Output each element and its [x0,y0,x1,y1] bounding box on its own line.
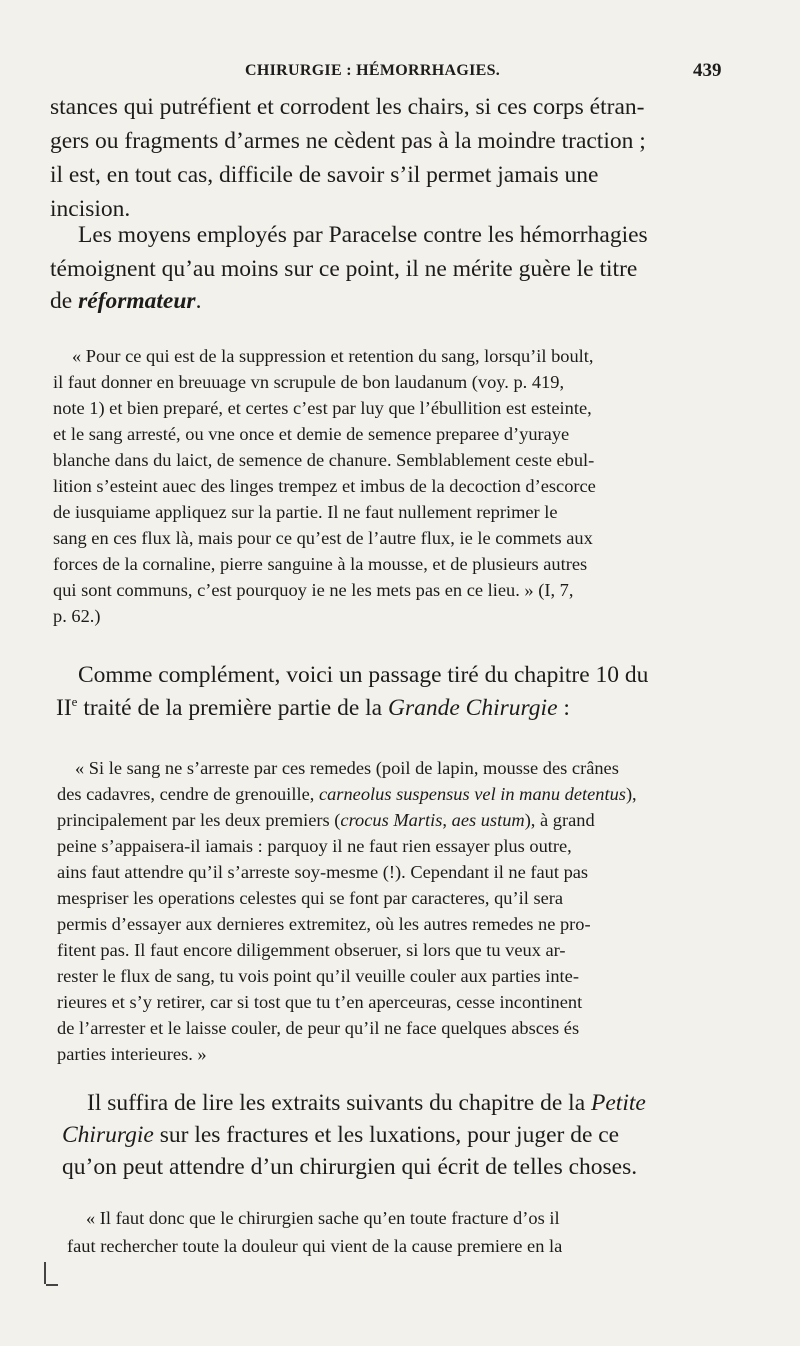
text-run: : [557,694,570,721]
text-run: Il suffira de lire les extraits suivants du chapitre de la [87,1090,591,1116]
text-line [87,1090,646,1117]
text-line: Comme complément, voici un passage tiré du chapitre 10 du [78,662,649,688]
quote-line: parties interieures. » [57,1044,207,1064]
text-line: incision. [50,196,131,222]
quote-line: faut rechercher toute la douleur qui vient de la cause premiere en la [67,1236,563,1256]
quote-line: note 1) et bien preparé, et certes c’est par luy que l’ébullition est esteinte, [53,398,592,418]
text-run: ), [625,784,637,804]
print-mark [46,1284,58,1286]
quote-line: rieures et s’y retirer, car si tost que tu t’en aperceuras, cesse incontinent [57,992,583,1012]
text-line [50,288,201,315]
text-line: gers ou fragments d’armes ne cèdent pas à la moindre traction ; [50,128,646,154]
text-line: qu’on peut attendre d’un chirurgien qui écrit de telles choses. [62,1154,638,1180]
quote-line: « Pour ce qui est de la suppression et retention du sang, lorsqu’il boult, [72,346,594,366]
quote-line: sang en ces flux là, mais pour ce qu’est de l’autre flux, ie le commets aux [53,528,593,548]
page-header [0,60,800,86]
text-run: . [195,288,202,314]
quote-line: « Si le sang ne s’arreste par ces remedes (poil de lapin, mousse des crânes [75,758,619,778]
quote-line: mespriser les operations celestes qui se font par caracteres, qu’il sera [57,888,564,908]
quote-line: ains faut attendre qu’il s’arreste soy-mesme (!). Cependant il ne faut pas [57,862,589,882]
quote-line: permis d’essayer aux dernieres extremitez, où les autres remedes ne pro- [57,914,591,934]
italic-latin: crocus Martis [340,810,443,830]
quote-line: fitent pas. Il faut encore diligemment obseruer, si lors que tu veux ar- [57,940,566,960]
quote-line: il faut donner en breuuage vn scrupule de bon laudanum (voy. p. 419, [53,372,565,392]
text-run: , [442,810,452,830]
text-run: ), à grand [524,810,595,830]
quote-line: rester le flux de sang, tu vois point qu’il veuille couler aux parties inte- [57,966,579,986]
quote-line: blanche dans du laict, de semence de chanure. Semblablement ceste ebul- [53,450,595,470]
superscript: e [71,694,78,709]
text-line [56,694,570,722]
text-line: stances qui putréfient et corrodent les chairs, si ces corps étran- [50,94,645,120]
italic-title: Petite [591,1090,646,1116]
quote-line: de l’arrester et le laisse couler, de peur qu’il ne face quelques absces és [57,1018,580,1038]
running-title: CHIRURGIE : HÉMORRHAGIES. [245,62,501,79]
page-number: 439 [693,60,722,81]
text-line: il est, en tout cas, difficile de savoir s’il permet jamais une [50,162,599,188]
italic-title: Grande Chirurgie [388,694,558,721]
text-run: des cadavres, cendre de grenouille, [57,784,319,804]
quote-line [57,810,595,831]
quote-line [57,784,637,805]
quote-line: qui sont communs, c’est pourquoy ie ne les mets pas en ce lieu. » (I, 7, [53,580,574,600]
italic-latin: aes ustum [451,810,525,830]
text-run: II [56,694,72,721]
text-line [62,1122,619,1149]
quote-line: forces de la cornaline, pierre sanguine à la mousse, et de plusieurs autres [53,554,588,574]
quote-line: peine s’appaisera-il iamais : parquoy il ne faut rien essayer plus outre, [57,836,572,856]
text-run: principalement par les deux premiers ( [57,810,341,830]
print-mark [44,1262,46,1284]
quote-line: et le sang arresté, ou vne once et demie de semence preparee d’yuraye [53,424,570,444]
text-line: Les moyens employés par Paracelse contre les hémorrhagies [78,222,648,248]
text-run: sur les fractures et les luxations, pour juger de ce [153,1122,620,1148]
text-run: de [50,288,79,314]
italic-title: Chirurgie [62,1122,154,1148]
text-line: témoignent qu’au moins sur ce point, il ne mérite guère le titre [50,256,638,282]
italic-latin: carneolus suspensus vel in manu detentus [318,784,626,804]
text-run: traité de la première partie de la [77,694,388,721]
quote-line: de iusquiame appliquez sur la partie. Il ne faut nullement reprimer le [53,502,558,522]
quote-line: « Il faut donc que le chirurgien sache qu’en toute fracture d’os il [86,1208,560,1228]
quote-line: lition s’esteint auec des linges trempez et imbus de la decoction d’escorce [53,476,596,496]
italic-word: réformateur [78,288,196,314]
quote-line: p. 62.) [53,606,101,626]
